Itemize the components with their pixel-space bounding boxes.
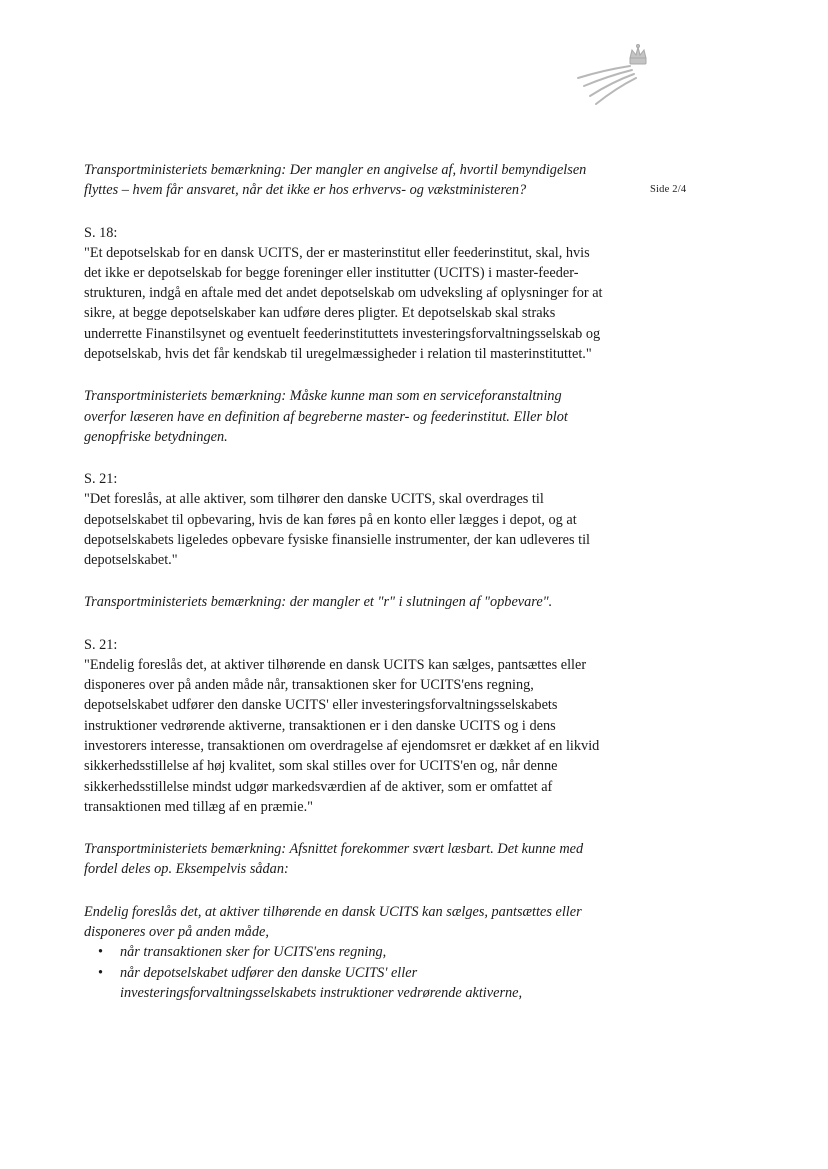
quoted-text: "Endelig foreslås det, at aktiver tilhørende en dansk UCITS kan sælges, pantsættes eller disponeres over på anden måde når, transaktionen sker for UCITS'ens regning, depotselskabet udfører den danske UCITS' eller investeringsforvaltningsselskabets instruktioner vedrørende aktiverne, transaktionen er i den danske UCITS og i dens investorers interesse, transaktionen om overdragelse af ejendomsret er dækket af en likvid sikkerhedsstillelse af høj kvalitet, som skal stilles over for UCITS'en og, når denne sikkerhedsstillelse mindst udgør markedsværdien af de aktiver, som er omfattet af transaktionen med tillæg af en præmie."	[84, 656, 600, 815]
ministry-comment: Transportministeriets bemærkning: Afsnittet forekommer svært læsbart. Det kunne med fordel deles op. Eksempelvis sådan:	[84, 841, 584, 878]
page-indicator: Side 2/4	[650, 184, 687, 195]
reference-block	[84, 469, 604, 570]
reference-label: S. 21:	[84, 636, 118, 653]
ministry-comment: Transportministeriets bemærkning: Måske kunne man som en serviceforanstaltning overfor læseren have en definition af begreberne master- og feederinstitut. Eller blot genopfriske betydningen.	[84, 388, 568, 445]
reference-label: S. 21:	[84, 471, 118, 488]
reference-block	[84, 635, 604, 817]
example-paragraph: Endelig foreslås det, at aktiver tilhørende en dansk UCITS kan sælges, pantsættes eller disponeres over på anden måde,	[84, 903, 582, 941]
quoted-text: "Et depotselskab for en dansk UCITS, der er masterinstitut eller feederinstitut, skal, hvis det ikke er depotselskab for begge foreninger eller institutter (UCITS) i master-feeder-strukturen, indgå en aftale med det andet depotselskab om udveksling af oplysninger for at sikre, at begge depotselskaber kan udføre deres pligter. Et depotselskab skal straks underrette Finanstilsynet og eventuelt feederinstituttets investeringsforvaltningsselskab og depotselskab, hvis det får kendskab til uregelmæssigheder i relation til masterinstituttet."	[84, 244, 603, 363]
list-item	[84, 942, 604, 962]
bullet-icon: •	[98, 944, 104, 961]
quoted-text: "Det foreslås, at alle aktiver, som tilhører den danske UCITS, skal overdrages til depotselskabet til opbevaring, hvis de kan føres på en konto eller lægges i depot, og at depotselskabets ligeledes opbevare fysiske finansielle instrumenter, der kan udleveres til depotselskabet."	[84, 491, 591, 569]
example-bullet-list	[84, 942, 604, 1003]
ministry-comment: Transportministeriets bemærkning: Der mangler en angivelse af, hvortil bemyndigelsen flyttes – hvem får ansvaret, når det ikke er hos erhvervs- og vækstministeren?	[84, 162, 587, 199]
bullet-icon: •	[98, 964, 104, 981]
document-body	[84, 160, 604, 1003]
list-item	[84, 963, 604, 1004]
list-item-text: når transaktionen sker for UCITS'ens regning,	[120, 944, 387, 961]
ministry-comment: Transportministeriets bemærkning: der mangler et "r" i slutningen af "opbevare".	[84, 594, 553, 611]
reference-label: S. 18:	[84, 224, 118, 241]
list-item-text: når depotselskabet udfører den danske UCITS' eller investeringsforvaltningsselskabets instruktioner vedrørende aktiverne,	[120, 964, 523, 1001]
reference-block	[84, 223, 604, 365]
crown-logo-icon	[574, 44, 656, 108]
